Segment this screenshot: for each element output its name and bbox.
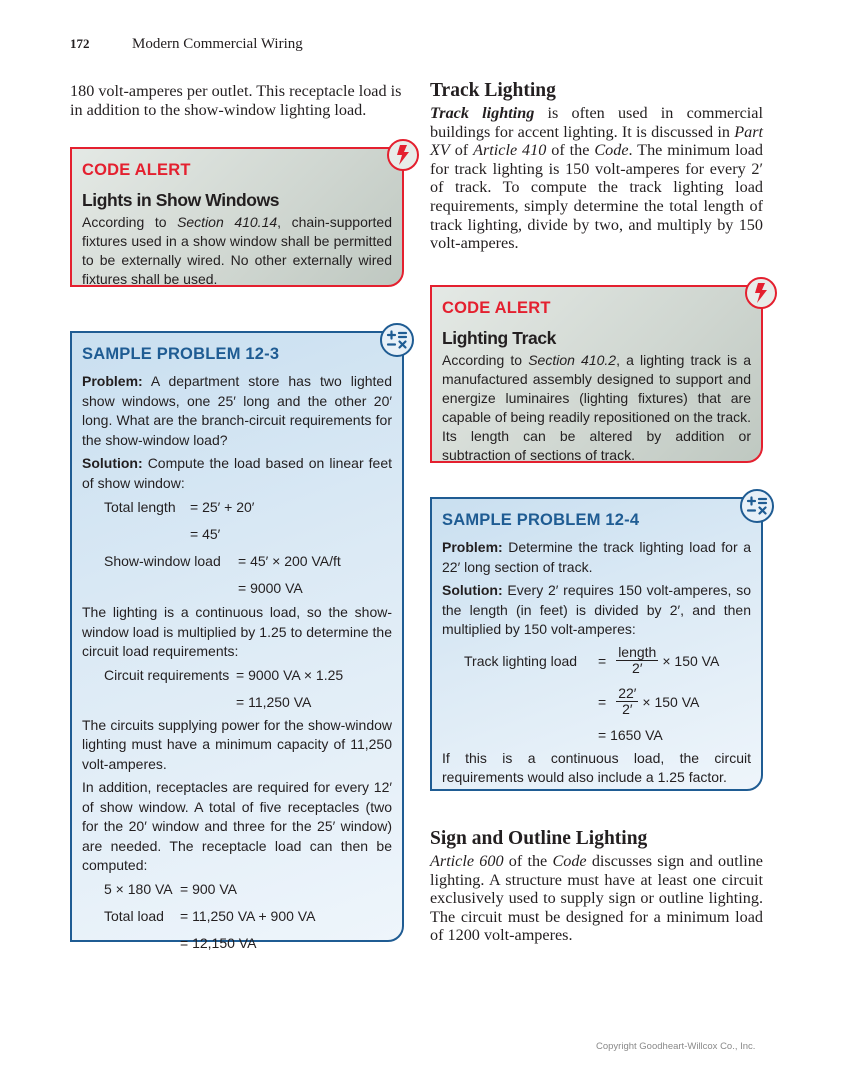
section-reference: Section 410.14 (177, 214, 278, 230)
sample-problem-tag: SAMPLE PROBLEM 12-3 (82, 345, 280, 363)
equation-row: = 11,250 VA (236, 694, 312, 710)
equation-row: = 9000 VA (238, 579, 303, 596)
sign-lighting-section (430, 828, 763, 945)
equation-row: Show-window load = 45′ × 200 VA/ft (104, 552, 341, 569)
code-alert-tag: CODE ALERT (442, 299, 551, 317)
section-heading: Track Lighting (430, 80, 556, 101)
lightning-bolt-icon (745, 277, 777, 309)
code-alert-title: Lights in Show Windows (82, 190, 280, 210)
math-operators-icon (380, 323, 414, 357)
sample-problem-12-3 (70, 331, 404, 951)
equation-row: Total length = 25′ + 20′ (104, 498, 255, 515)
running-head (70, 36, 303, 53)
equation-row: Circuit requirements = 9000 VA × 1.25 (104, 667, 344, 683)
equation-row: = 12,150 VA (180, 935, 257, 951)
code-alert-text: According to Section 410.14, chain-supported fixtures used in a show window shall be permitted to be externally wired. No other externally wired fixtures shall be used. (82, 214, 392, 287)
sample-problem-tag: SAMPLE PROBLEM 12-4 (442, 511, 640, 529)
section-reference: Section 410.2 (528, 352, 617, 368)
track-lighting-paragraph: Track lighting is often used in commercial buildings for accent lighting. It is discussed in Part XV of Article 410 of the Code. The minimum load for track lighting is 150 volt-amperes for every 2′ of track. To compute the track lighting load requirements, simply determine the total length of track lighting, divide by two, and multiply by 150 volt-amperes. (430, 104, 763, 253)
sample-problem-12-4 (430, 497, 763, 791)
equation-block-track (442, 640, 751, 749)
math-operators-icon (740, 489, 774, 523)
equation-row: Total load = 11,250 VA + 900 VA (104, 908, 316, 924)
solution-statement: Solution: Every 2′ requires 150 volt-amperes, so the length (in feet) is divided by 2′, and then multiplied by 150 volt-amperes: (442, 582, 751, 637)
copyright-notice: Copyright Goodheart-Willcox Co., Inc. (596, 1041, 756, 1052)
left-intro (70, 82, 404, 119)
code-alert-tag: CODE ALERT (82, 161, 191, 179)
code-alert-show-windows (70, 147, 404, 287)
equation-row: = 1650 VA (598, 727, 663, 743)
continuous-load-paragraph: The lighting is a continuous load, so the show-window load is multiplied by 1.25 to determine the circuit load requirements: (82, 604, 392, 659)
receptacles-paragraph: In addition, receptacles are required for every 12′ of show window. A total of five receptacles (two for the 20′ window and three for the 25′ window) are needed. The receptacle load can then be computed: (82, 779, 392, 873)
equation-row: = $\frac{22'}{2'}$ × 150 VA (598, 685, 700, 717)
equation-block-circuit (82, 662, 392, 716)
code-alert-text: According to Section 410.2, a lighting track is a manufactured assembly designed to support and energize luminaires (lighting fixtures) that are capable of being readily repositioned on the track. Its length can be altered by addition or subtraction of sections of track. (442, 352, 752, 463)
fraction: $\frac{22'}{2'}$ (618, 685, 637, 717)
sign-lighting-paragraph: Article 600 of the Code discusses sign and outline lighting. A structure must have at least one circuit exclusively used to supply sign or outline lighting. The circuit must be designed for a minimum load of 1200 volt-amperes. (430, 852, 763, 945)
code-alert-lighting-track (430, 285, 763, 463)
solution-statement: Solution: Compute the load based on linear feet of show window: (82, 455, 392, 491)
lightning-bolt-icon (387, 139, 419, 171)
book-title: Modern Commercial Wiring (132, 36, 303, 52)
equation-row: = 45′ (190, 525, 221, 542)
code-alert-title: Lighting Track (442, 328, 556, 348)
intro-paragraph: 180 volt-amperes per outlet. This receptacle load is in addition to the show-window lighting load. (70, 82, 402, 119)
fraction: $\frac{\text{length}}{2'}$ (618, 644, 657, 676)
section-heading: Sign and Outline Lighting (430, 828, 648, 849)
equation-block-total (82, 876, 392, 957)
closing-note: If this is a continuous load, the circuit requirements would also include a 1.25 factor. (442, 749, 751, 785)
capacity-paragraph: The circuits supplying power for the show-window lighting must have a minimum capacity of 11,250 volt-amperes. (82, 716, 392, 772)
key-term: Track lighting (430, 104, 535, 122)
problem-statement: Problem: A department store has two lighted show windows, one 25′ long and the other 20′ long. What are the branch-circuit requirements for the show-window load? (82, 373, 392, 448)
equation-block-length (82, 493, 392, 601)
track-lighting-section (430, 80, 763, 253)
equation-row: Track lighting load = $\frac{\text{length}}{2'}$ × 150 VA (464, 644, 720, 676)
page-number: 172 (70, 36, 90, 51)
equation-row: 5 × 180 VA = 900 VA (104, 881, 237, 897)
problem-statement: Problem: Determine the track lighting load for a 22′ long section of track. (442, 539, 751, 575)
